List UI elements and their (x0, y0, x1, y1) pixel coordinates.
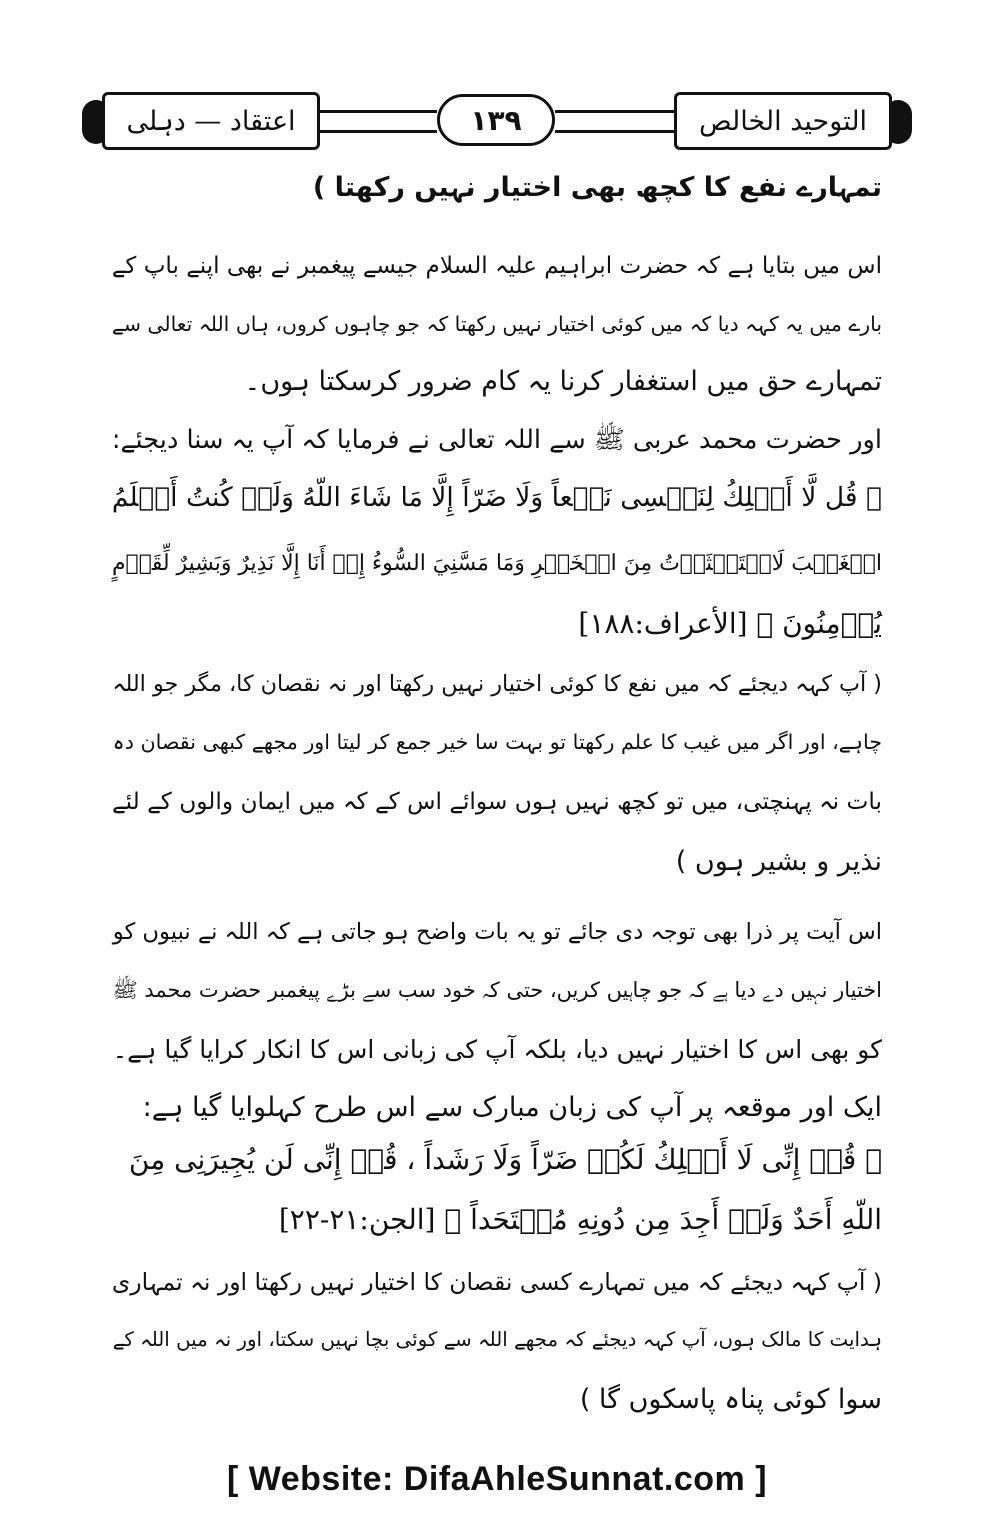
translation-line: سوا کوئی پناہ پاسکوں گا ) (579, 1384, 882, 1415)
translation-line: چاہے، اور اگر میں غیب کا علم رکھتا تو بہت سا خیر جمع کر لیتا اور مجھے کبھی نقصان دہ (112, 730, 882, 754)
header-rule-bottom-right (555, 130, 674, 133)
page-header (82, 88, 912, 158)
text-line: کو بھی اس کا اختیار نہیں دیا، بلکہ آپ کی زبانی اس کا انکار کرایا گیا ہے۔ (112, 1035, 882, 1064)
text-line: تمہارے حق میں استغفار کرنا یہ کام ضرور کرسکتا ہوں۔ (244, 366, 882, 397)
quran-verse-line: ﴿ قُل لَّا أَمۡلِكُ لِنَفۡسِی نَفۡعاً وَلَا ضَرّاً إِلَّا مَا شَاءَ اللّهُ وَلَوۡ كُنتُ أَعۡلَمُ (111, 482, 882, 513)
section-title: اعتقاد — دہلی (102, 92, 320, 150)
text-line: اس آیت پر ذرا بھی توجہ دی جائے تو یہ بات واضح ہو جاتی ہے کہ اللہ نے نبیوں کو (112, 919, 882, 945)
text-line: بارے میں یہ کہہ دیا کہ میں کوئی اختیار نہیں رکھتا کہ جو چاہوں کروں، ہاں اللہ تعالی سے (111, 312, 882, 336)
header-rule-top-right (555, 110, 674, 113)
page-number: ۱۳۹ (437, 94, 555, 146)
quran-verse-line: الۡغَيۡبَ لَاسۡتَكۡثَرۡتُ مِنَ الۡخَيۡرِ وَمَا مَسَّنِيَ السُّوءُ إِنۡ أَنَا إِلَّا نَذِيرٌ وَبَشِيرٌ لِّقَوۡمٍ (111, 551, 882, 576)
text-line: ایک اور موقعہ پر آپ کی زبان مبارک سے اس طرح کہلوایا گیا ہے: (142, 1092, 882, 1123)
translation-line: ( آپ کہہ دیجئے کہ میں تمہارے کسی نقصان کا اختیار نہیں رکھتا اور نہ تمہاری (111, 1268, 882, 1296)
translation-line: ہدایت کا مالک ہوں، آپ کہہ دیجئے کہ مجھے اللہ سے کوئی بچا نہیں سکتا، اور نہ میں اللہ کے (112, 1328, 882, 1351)
translation-line: بات نہ پہنچتی، میں تو کچھ نہیں ہوں سوائے اس کے کہ میں ایمان والوں کے لئے (112, 788, 882, 815)
text-line: اور حضرت محمد عربی ﷺ سے اللہ تعالی نے فرمایا کہ آپ یہ سنا دیجئے: (111, 425, 882, 455)
text-line: تمہارے نفع کا کچھ بھی اختیار نہیں رکھتا ) (312, 172, 882, 203)
quran-verse-line: اللّهِ أَحَدٌ وَلَنۡ أَجِدَ مِن دُونِهِ مُلۡتَحَداً ﴾ [الجن:۲۱-۲۲] (278, 1203, 882, 1236)
quran-verse-line: ﴿ قُلۡ إِنِّی لَا أَمۡلِكُ لَكُمۡ ضَرّاً وَلَا رَشَداً ، قُلۡ إِنِّی لَن يُجِيرَنِی مِنَ (128, 1143, 882, 1176)
translation-line: نذیر و بشیر ہوں ) (675, 846, 882, 877)
text-line: اس میں بتایا ہے کہ حضرت ابراہیم علیہ السلام جیسے پیغمبر نے بھی اپنے باپ کے (111, 253, 882, 279)
text-line: اختیار نہیں دے دیا ہے کہ جو چاہیں کریں، حتی کہ خود سب سے بڑے پیغمبر حضرت محمد ﷺ (112, 978, 882, 1002)
header-rule-top-left (320, 110, 437, 113)
book-title: التوحید الخالص (674, 92, 892, 150)
quran-verse-line: يُؤۡمِنُونَ ﴾ [الأعراف:۱۸۸] (578, 607, 882, 640)
website-footer: [ Website: DifaAhleSunnat.com ] (226, 1460, 768, 1498)
header-rule-bottom-left (320, 130, 437, 133)
translation-line: ( آپ کہہ دیجئے کہ میں نفع کا کوئی اختیار نہیں رکھتا اور نہ نقصان کا، مگر جو اللہ (112, 671, 882, 697)
